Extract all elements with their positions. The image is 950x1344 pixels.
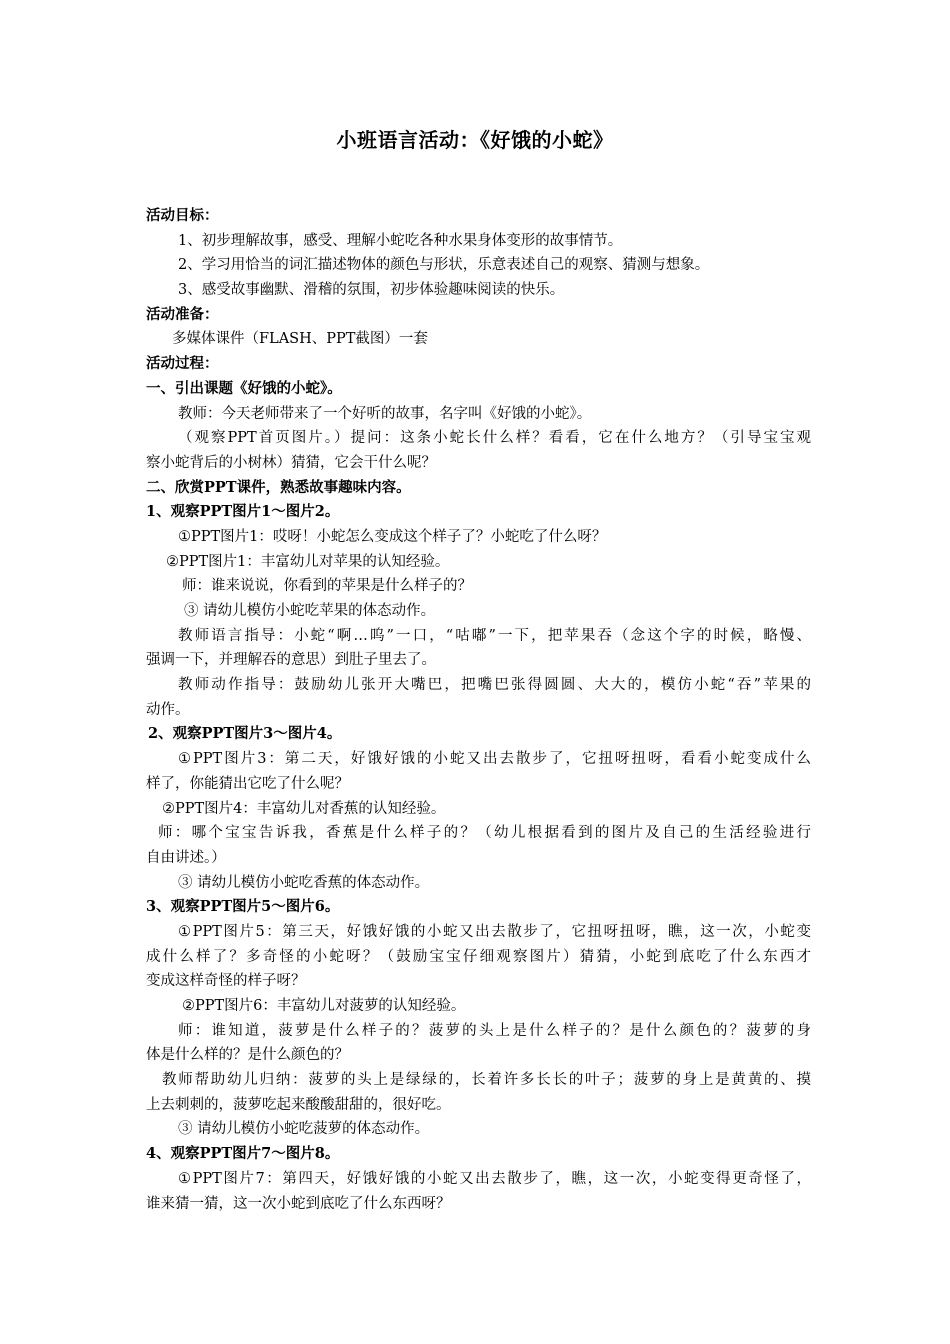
paragraph-line: ③ 请幼儿模仿小蛇吃菠萝的体态动作。 — [178, 1121, 430, 1138]
paragraph-line: 师：哪个宝宝告诉我，香蕉是什么样子的？（幼儿根据看到的图片及自己的生活经验进行 — [158, 825, 811, 842]
process-step-2-heading: 二、欣赏PPT课件，熟悉故事趣味内容。 — [146, 478, 411, 496]
paragraph-line: 教师动作指导：鼓励幼儿张开大嘴巴，把嘴巴张得圆圆、大大的，模仿小蛇“吞”苹果的 — [178, 677, 811, 694]
paragraph-line: 察小蛇背后的小树林）猜猜，它会干什么呢？ — [146, 454, 436, 471]
paragraph-line: 体是什么样的？是什么颜色的？ — [146, 1047, 349, 1064]
paragraph-line: ①PPT图片5：第三天，好饿好饿的小蛇又出去散步了，它扭呀扭呀，瞧，这一次，小蛇变 — [178, 923, 811, 940]
paragraph-line: 教师语言指导：小蛇“啊…呜”一口，“咕嘟”一下，把苹果吞（念这个字的时候，略慢、 — [178, 627, 811, 644]
goal-item-2: 2、学习用恰当的词汇描述物体的颜色与形状，乐意表述自己的观察、猜测与想象。 — [178, 257, 710, 274]
paragraph-line: ②PPT图片1：丰富幼儿对苹果的认知经验。 — [166, 553, 450, 570]
document-title: 小班语言活动：《好饿的小蛇》 — [336, 128, 614, 152]
paragraph-line: 教师：今天老师带来了一个好听的故事，名字叫《好饿的小蛇》。 — [178, 405, 592, 422]
paragraph-line: 师：谁来说说，你看到的苹果是什么样子的？ — [182, 578, 472, 595]
paragraph-line: 自由讲述。） — [146, 849, 226, 866]
sub-step-3-heading: 3、观察PPT图片5～图片6。 — [146, 898, 340, 916]
paragraph-line: 谁来猜一猜，这一次小蛇到底吃了什么东西呀？ — [146, 1195, 451, 1212]
paragraph-line: 变成这样奇怪的样子呀？ — [146, 973, 306, 990]
paragraph-line: 师：谁知道，菠萝是什么样子的？菠萝的头上是什么样子的？是什么颜色的？菠萝的身 — [178, 1022, 811, 1039]
paragraph-line: 教师帮助幼儿归纳：菠萝的头上是绿绿的，长着许多长长的叶子；菠萝的身上是黄黄的、摸 — [162, 1072, 811, 1089]
preparation-item: 多媒体课件（FLASH、PPT截图）一套 — [172, 331, 428, 348]
sub-step-4-heading: 4、观察PPT图片7～图片8。 — [146, 1145, 340, 1163]
goal-item-1: 1、初步理解故事，感受、理解小蛇吃各种水果身体变形的故事情节。 — [178, 232, 623, 249]
paragraph-line: 上去刺刺的，菠萝吃起来酸酸甜甜的，很好吃。 — [146, 1096, 451, 1113]
section-heading-preparation: 活动准备： — [146, 305, 219, 323]
paragraph-line: 动作。 — [146, 701, 190, 718]
paragraph-line: ①PPT图片7：第四天，好饿好饿的小蛇又出去散步了，瞧，这一次，小蛇变得更奇怪了， — [178, 1170, 811, 1187]
paragraph-line: ①PPT图片3：第二天，好饿好饿的小蛇又出去散步了，它扭呀扭呀，看看小蛇变成什么 — [178, 751, 811, 768]
paragraph-line: （观察PPT首页图片。）提问：这条小蛇长什么样？看看，它在什么地方？（引导宝宝观 — [178, 430, 811, 447]
paragraph-line: 成什么样了？多奇怪的小蛇呀？（鼓励宝宝仔细观察图片）猜猜，小蛇到底吃了什么东西才 — [146, 948, 811, 965]
paragraph-line: ③ 请幼儿模仿小蛇吃香蕉的体态动作。 — [178, 874, 430, 891]
sub-step-1-heading: 1、观察PPT图片1～图片2。 — [146, 503, 340, 521]
section-heading-goals: 活动目标： — [146, 207, 219, 224]
paragraph-line: 强调一下，并理解吞的意思）到肚子里去了。 — [146, 652, 436, 669]
goal-item-3: 3、感受故事幽默、滑稽的氛围，初步体验趣味阅读的快乐。 — [178, 282, 565, 299]
process-step-1-heading: 一、引出课题《好饿的小蛇》。 — [146, 379, 342, 397]
paragraph-line: ③ 请幼儿模仿小蛇吃苹果的体态动作。 — [184, 603, 436, 619]
section-heading-process: 活动过程： — [146, 355, 219, 373]
sub-step-2-heading: 2、观察PPT图片3～图片4。 — [148, 725, 342, 743]
paragraph-line: ①PPT图片1：哎呀！小蛇怎么变成这个样子了？小蛇吃了什么呀？ — [178, 528, 607, 545]
paragraph-line: 样了，你能猜出它吃了什么呢？ — [146, 775, 349, 792]
paragraph-line: ②PPT图片4：丰富幼儿对香蕉的认知经验。 — [162, 800, 446, 817]
document-body — [146, 204, 811, 1216]
paragraph-line: ②PPT图片6：丰富幼儿对菠萝的认知经验。 — [182, 998, 466, 1014]
